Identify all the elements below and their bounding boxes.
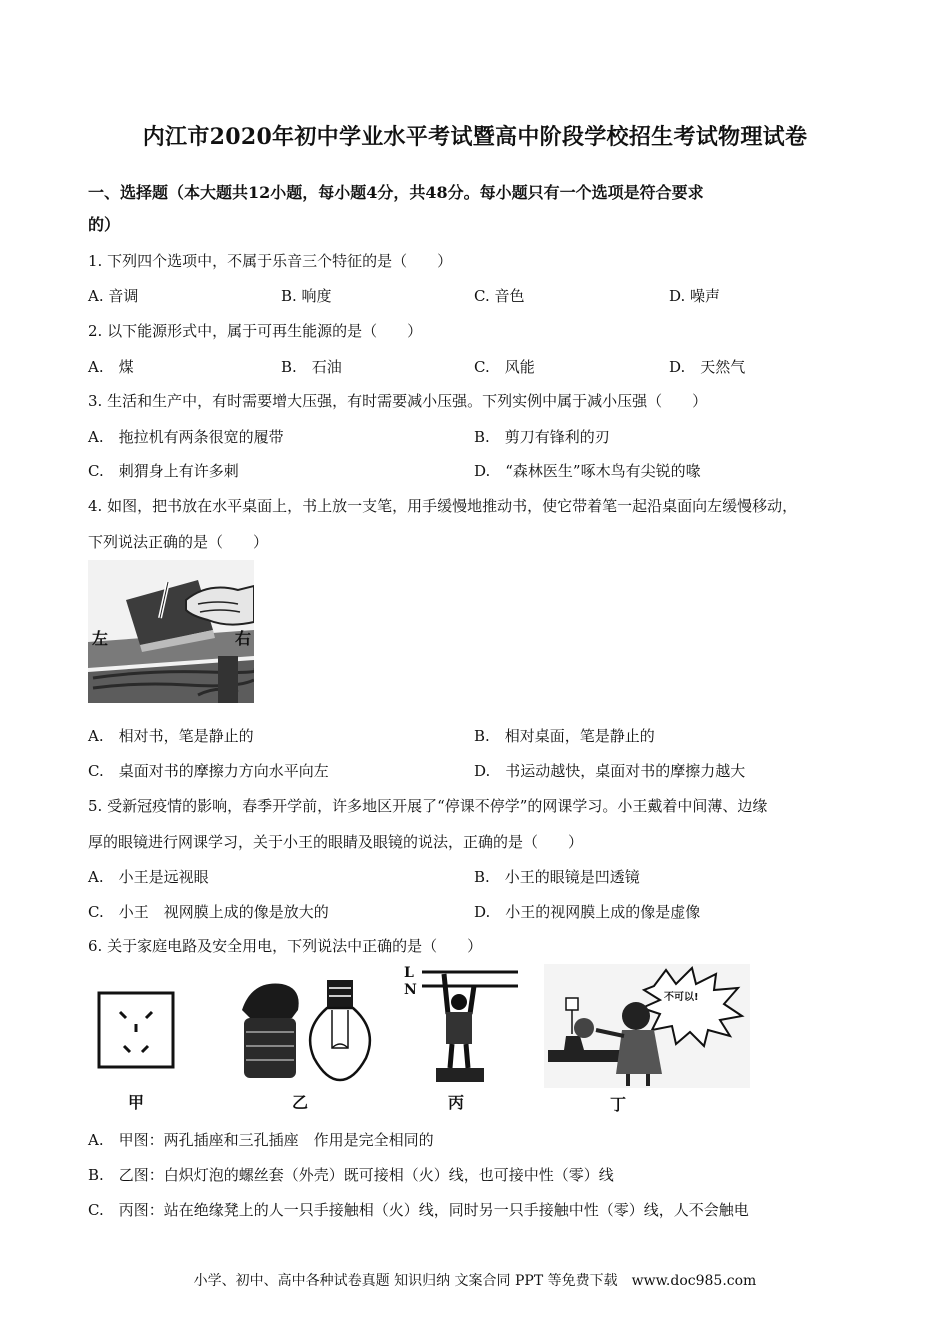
lamp-bulb-figure <box>232 970 382 1090</box>
q3-option-d: D. “森林医生”啄木鸟有尖锐的喙 <box>474 462 701 480</box>
q5-option-a: A. 小王是远视眼 <box>88 868 209 886</box>
figure-label-bing: 丙 <box>448 1093 465 1112</box>
q1-option-d: D. 噪声 <box>669 287 721 305</box>
q6-option-c: C. 丙图：站在绝缘凳上的人一只手接触相（火）线，同时另一只手接触中性（零）线，人不会触电 <box>88 1201 749 1219</box>
q4-option-b: B. 相对桌面，笔是静止的 <box>474 727 655 745</box>
section-heading-cont: 的） <box>88 215 121 234</box>
figure-label-ding: 丁 <box>610 1095 627 1114</box>
q1-option-b: B. 响度 <box>281 287 332 305</box>
page-footer: 小学、初中、高中各种试卷真题 知识归纳 文案合同 PPT 等免费下载 www.doc985.com <box>193 1273 757 1289</box>
socket-figure <box>96 990 176 1070</box>
q6-option-a: A. 甲图：两孔插座和三孔插座 作用是完全相同的 <box>88 1131 434 1149</box>
figure-label-jia: 甲 <box>128 1093 145 1112</box>
q3-option-c: C. 刺猬身上有许多刺 <box>88 462 239 480</box>
q2-option-c: C. 风能 <box>474 358 535 376</box>
section-heading: 一、选择题（本大题共12小题，每小题4分，共48分。每小题只有一个选项是符合要求 <box>88 183 704 202</box>
q2-option-a: A. 煤 <box>88 358 134 376</box>
question-6-stem: 6. 关于家庭电路及安全用电，下列说法中正确的是（ ） <box>88 937 483 955</box>
question-3-stem: 3. 生活和生产中，有时需要增大压强，有时需要减小压强。下列实例中属于减小压强（ ） <box>88 392 708 410</box>
q3-option-a: A. 拖拉机有两条很宽的履带 <box>88 428 284 446</box>
question-5-stem-cont: 厚的眼镜进行网课学习，关于小王的眼睛及眼镜的说法，正确的是（ ） <box>88 833 584 851</box>
question-4-stem-cont: 下列说法正确的是（ ） <box>88 533 269 551</box>
question-2-stem: 2. 以下能源形式中，属于可再生能源的是（ ） <box>88 322 423 340</box>
question-4-stem: 4. 如图，把书放在水平桌面上，书上放一支笔，用手缓慢地推动书，使它带着笔一起沿桌面向左缓慢移动， <box>88 497 798 515</box>
q1-option-a: A. 音调 <box>88 287 139 305</box>
figure-label-yi: 乙 <box>292 1093 309 1112</box>
q4-option-a: A. 相对书，笔是静止的 <box>88 727 254 745</box>
book-on-desk-figure <box>88 560 254 703</box>
q5-option-d: D. 小王的视网膜上成的像是虚像 <box>474 903 701 921</box>
q5-option-c: C. 小王 视网膜上成的像是放大的 <box>88 903 329 921</box>
wire-label-n: N <box>404 982 417 998</box>
q4-option-c: C. 桌面对书的摩擦力方向水平向左 <box>88 762 329 780</box>
page-title: 内江市2020年初中学业水平考试暨高中阶段学校招生考试物理试卷 <box>142 124 808 150</box>
child-warning-figure <box>544 964 750 1088</box>
figure-label-left: 左 <box>92 629 109 648</box>
person-on-stool-figure <box>400 964 520 1088</box>
speech-burst-text: 不可以! <box>664 992 699 1003</box>
figure-label-right: 右 <box>235 629 252 648</box>
q1-option-c: C. 音色 <box>474 287 525 305</box>
q3-option-b: B. 剪刀有锋利的刃 <box>474 428 610 446</box>
question-5-stem: 5. 受新冠疫情的影响，春季开学前，许多地区开展了“停课不停学”的网课学习。小王戴着中间薄、边缘 <box>88 797 768 815</box>
question-1-stem: 1. 下列四个选项中，不属于乐音三个特征的是（ ） <box>88 252 453 270</box>
q2-option-d: D. 天然气 <box>669 358 746 376</box>
q4-option-d: D. 书运动越快，桌面对书的摩擦力越大 <box>474 762 746 780</box>
q6-option-b: B. 乙图：白炽灯泡的螺丝套（外壳）既可接相（火）线，也可接中性（零）线 <box>88 1166 614 1184</box>
q5-option-b: B. 小王的眼镜是凹透镜 <box>474 868 640 886</box>
wire-label-l: L <box>404 965 414 981</box>
q2-option-b: B. 石油 <box>281 358 342 376</box>
